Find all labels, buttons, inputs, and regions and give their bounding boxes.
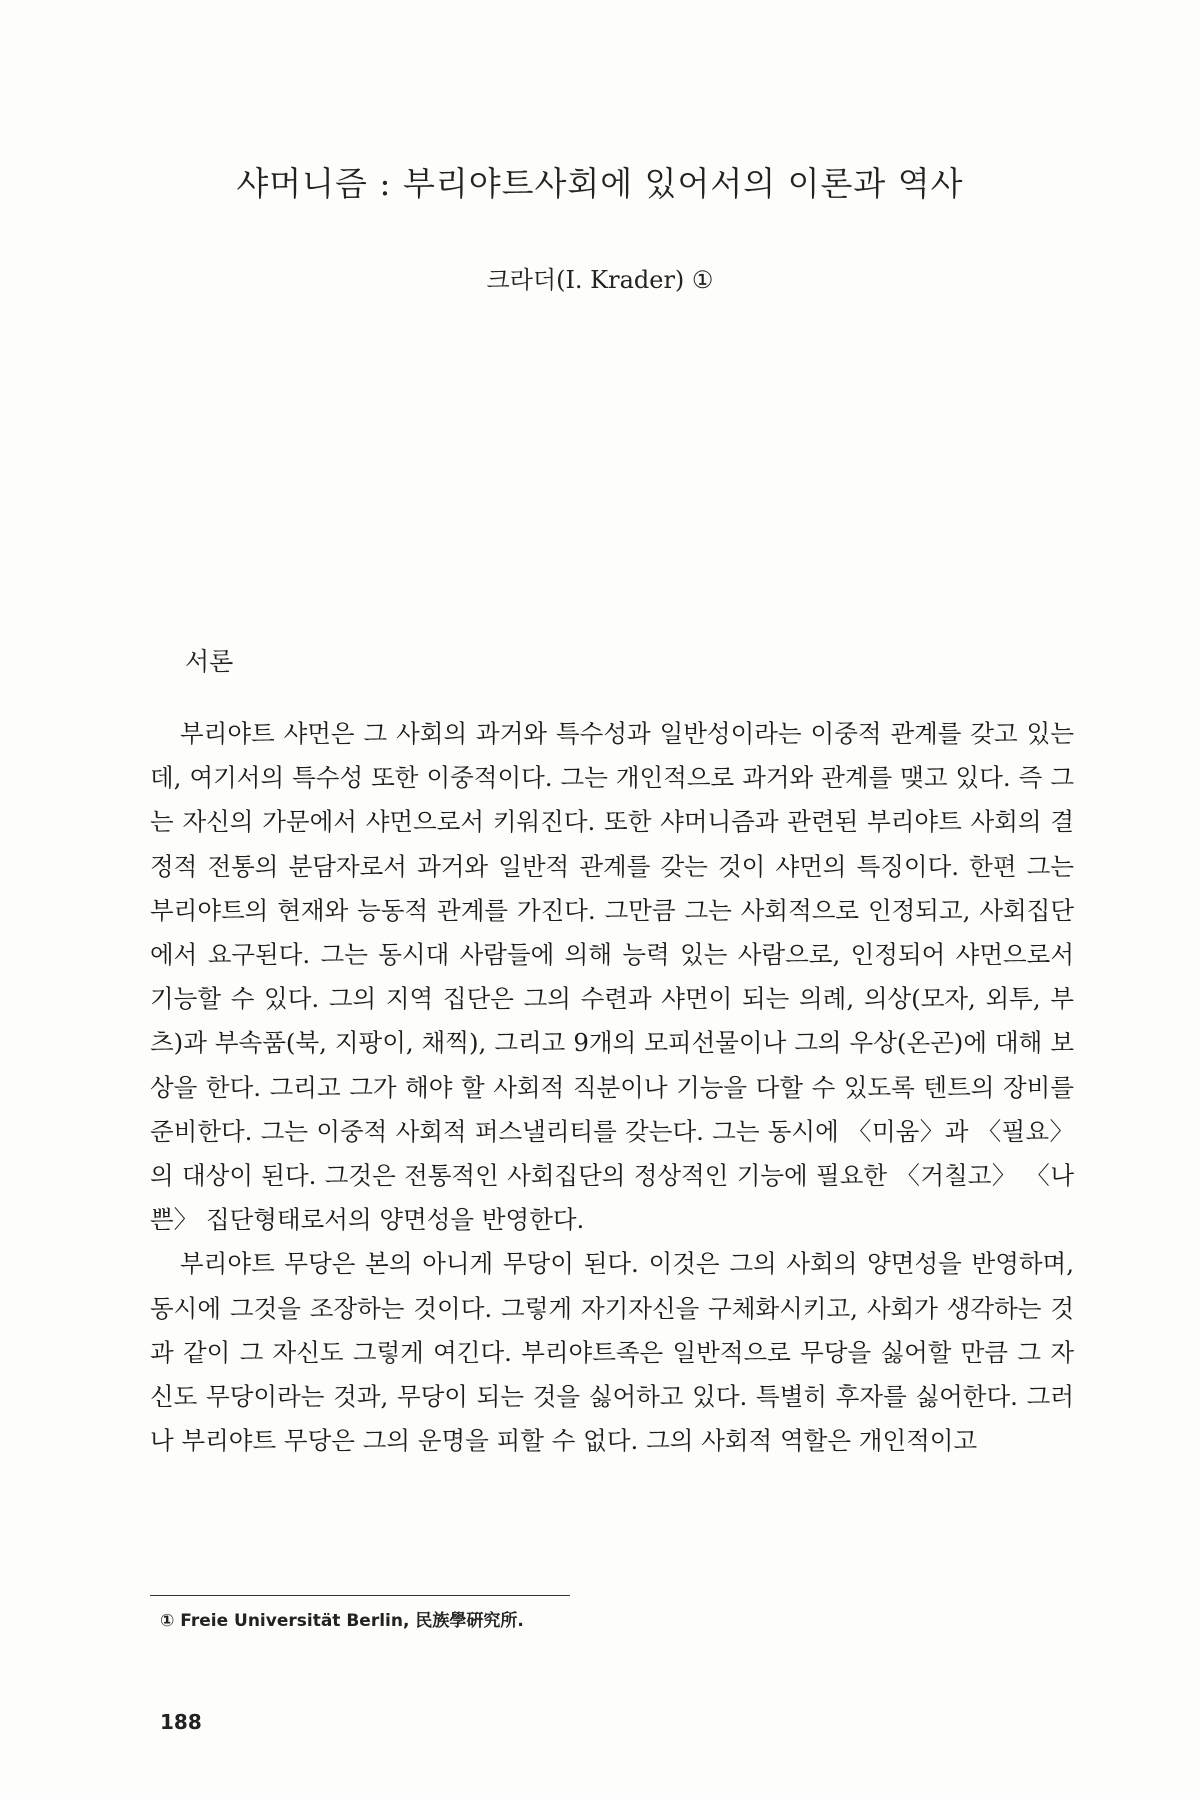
paragraph: 부리야트 무당은 본의 아니게 무당이 된다. 이것은 그의 사회의 양면성을 반영하며, 동시에 그것을 조장하는 것이다. 그렇게 자기자신을 구체화시키고, 사회가 생각하는 것과 같이 그 자신도 그렇게 여긴다. 부리야트족은 일반적으로 무당을 싫어할 만큼 그 자신도 무당이라는 것과, 무당이 되는 것을 싫어하고 있다. 특별히 후자를 싫어한다. 그러나 부리야트 무당은 그의 운명을 피할 수 없다. 그의 사회적 역할은 개인적이고 <box>150 1249 1074 1456</box>
page-number: 188 <box>160 1710 202 1734</box>
body-text <box>150 712 1074 1463</box>
article-author: 크라더(I. Krader) ① <box>486 266 714 294</box>
paragraph: 부리야트 샤먼은 그 사회의 과거와 특수성과 일반성이라는 이중적 관계를 갖고 있는데, 여기서의 특수성 또한 이중적이다. 그는 개인적으로 과거와 관계를 맺고 있다. 즉 그는 자신의 가문에서 샤먼으로서 키워진다. 또한 샤머니즘과 관련된 부리야트 사회의 결정적 전통의 분담자로서 과거와 일반적 관계를 갖는 것이 샤먼의 특징이다. 한편 그는 부리야트의 현재와 능동적 관계를 가진다. 그만큼 그는 사회적으로 인정되고, 사회집단에서 요구된다. 그는 동시대 사람들에 의해 능력 있는 사람으로, 인정되어 샤먼으로서 기능할 수 있다. 그의 지역 집단은 그의 수련과 샤먼이 되는 의례, 의상(모자, 외투, 부츠)과 부속품(북, 지팡이, 채찍), 그리고 9개의 모피선물이나 그의 우상(온곤)에 대해 보상을 한다. 그리고 그가 해야 할 사회적 직분이나 기능을 다할 수 있도록 텐트의 장비를 준비한다. 그는 이중적 사회적 퍼스낼리티를 갖는다. 그는 동시에 〈미움〉과 〈필요〉의 대상이 된다. 그것은 전통적인 사회집단의 정상적인 기능에 필요한 〈거칠고〉 〈나쁜〉 집단형태로서의 양면성을 반영한다. <box>150 719 1074 1235</box>
section-heading: 서론 <box>185 647 234 676</box>
footnote: ① Freie Universität Berlin, 民族學硏究所. <box>160 1611 524 1631</box>
article-title: 샤머니즘 : 부리야트사회에 있어서의 이론과 역사 <box>236 164 964 203</box>
footnote-divider <box>150 1595 570 1596</box>
